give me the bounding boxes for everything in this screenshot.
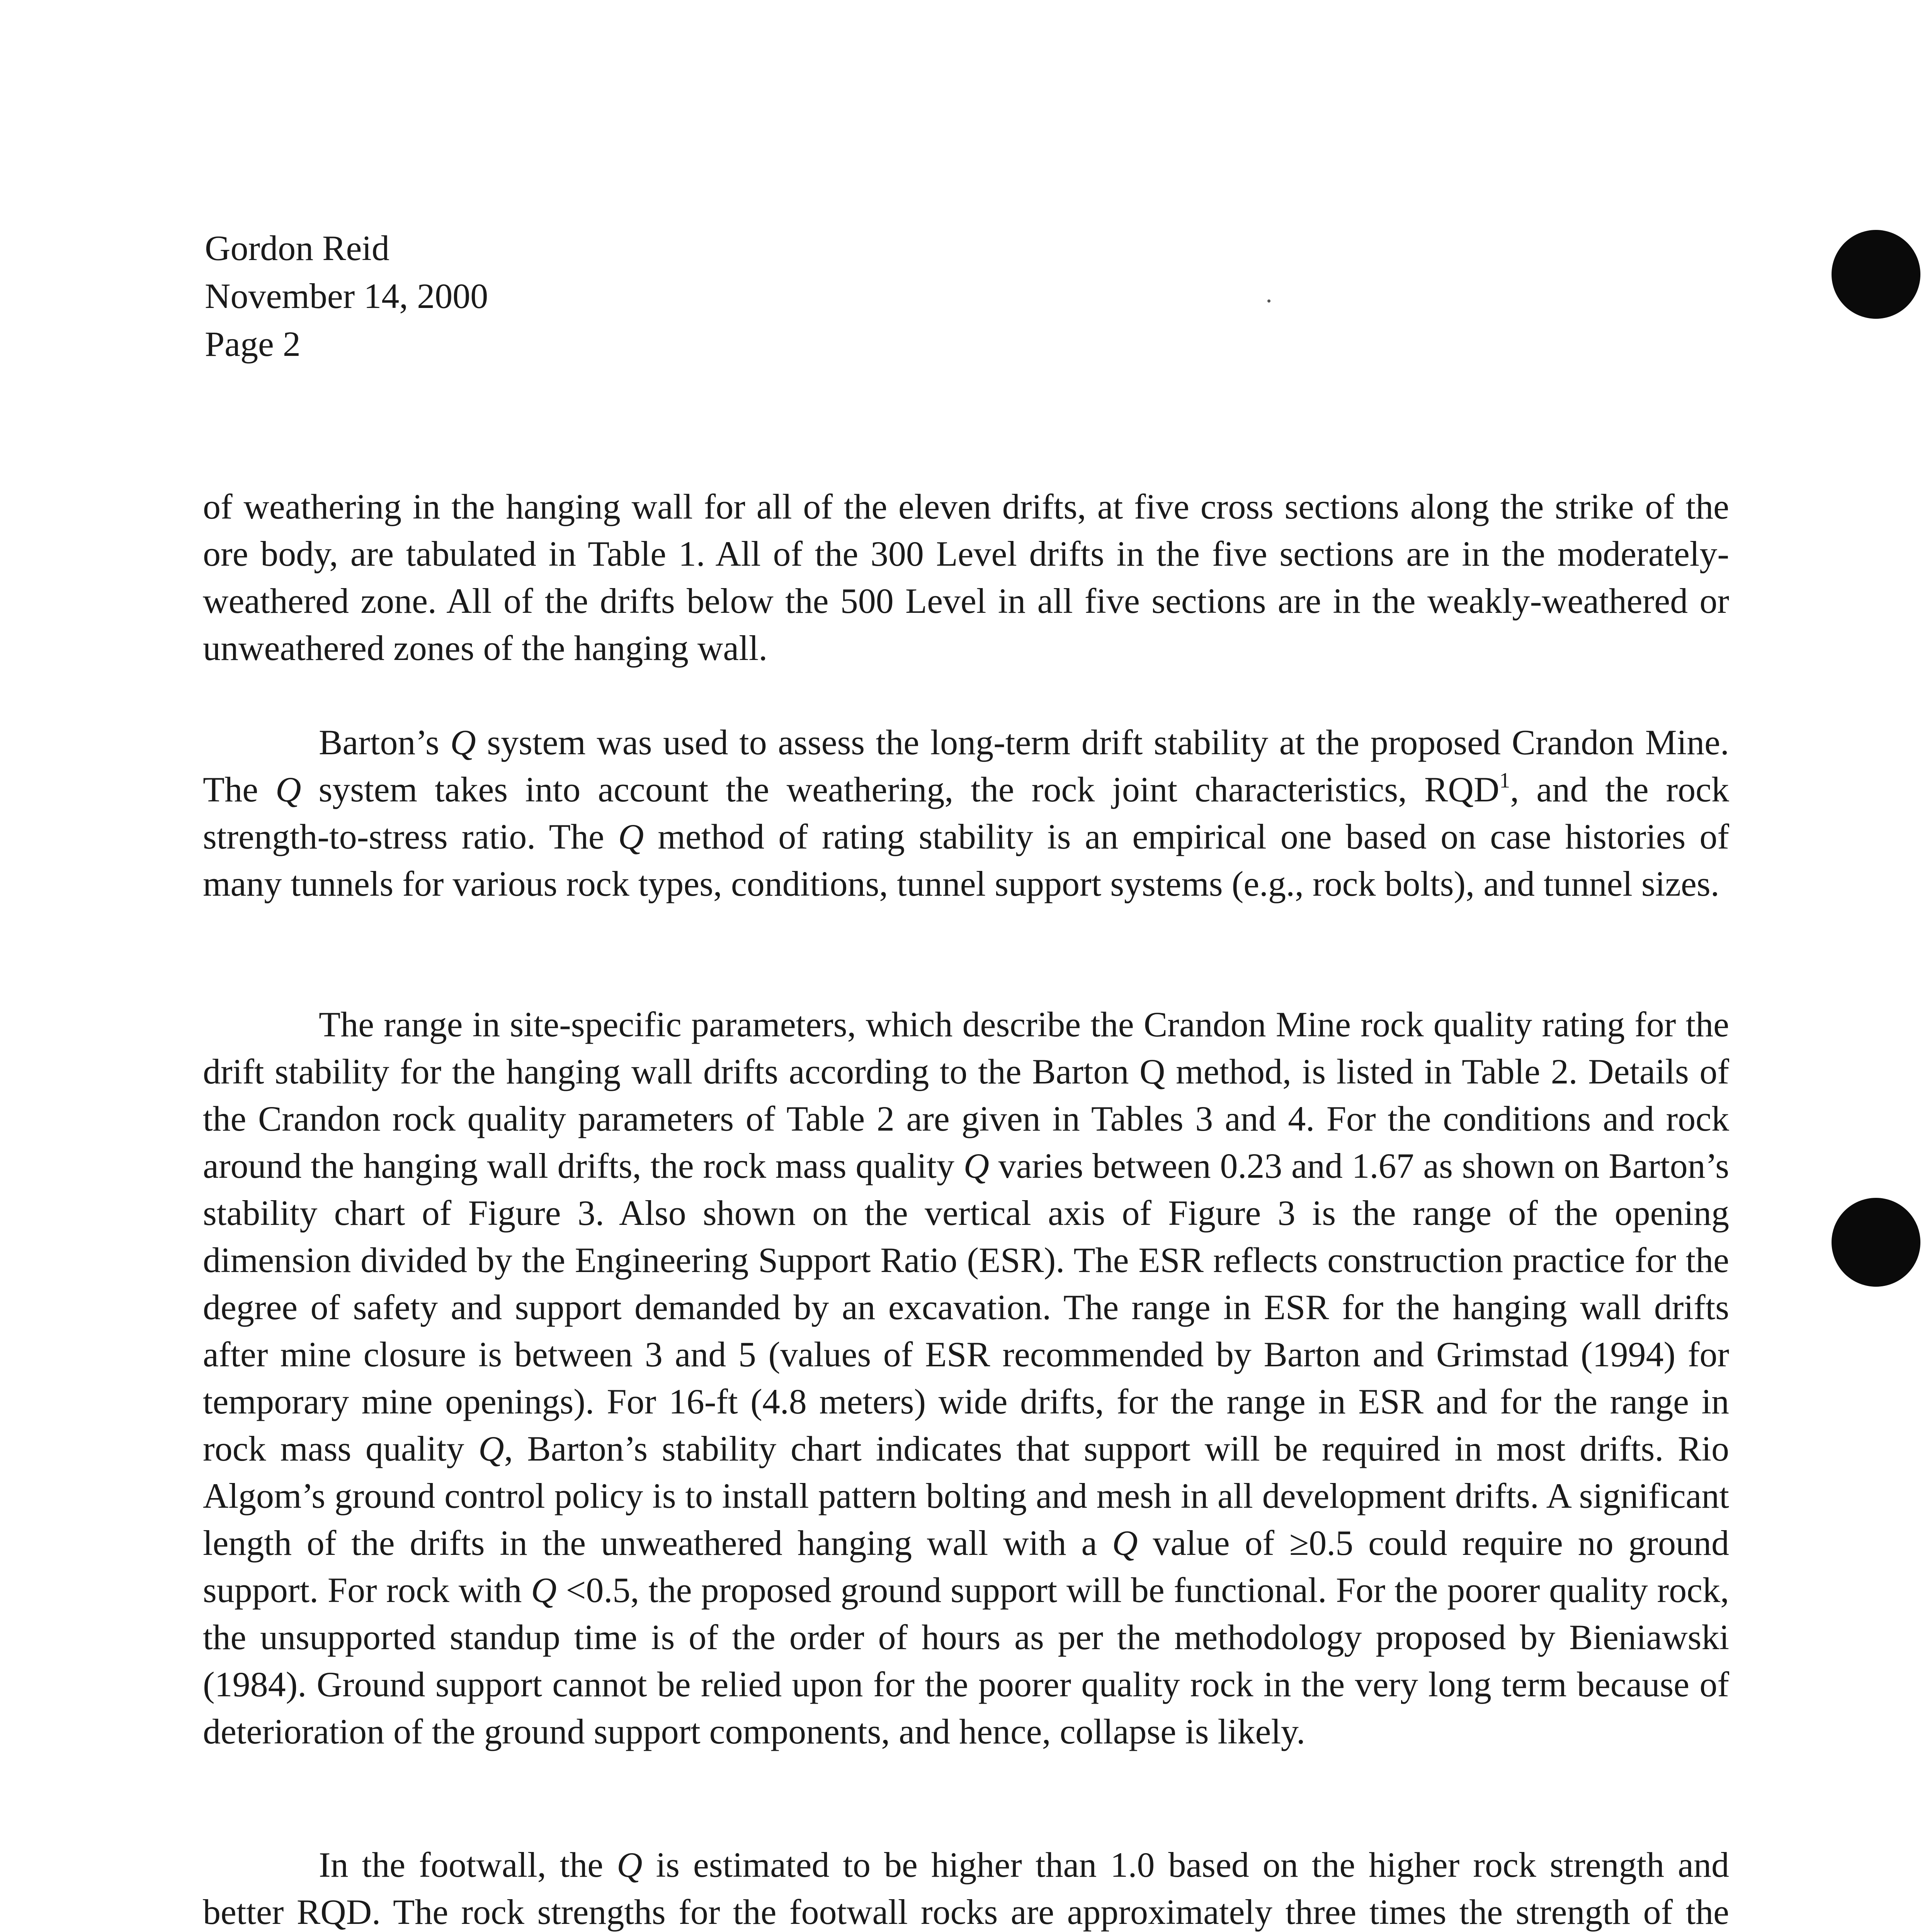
paragraph-footwall	[203, 1841, 1729, 1932]
q-symbol: Q	[618, 817, 644, 856]
scan-speck	[1267, 299, 1270, 303]
q-symbol: Q	[531, 1570, 557, 1610]
text-run: value of ≥0.5 could require no ground support. For rock with	[203, 1523, 1730, 1610]
recipient-name: Gordon Reid	[205, 228, 389, 268]
paragraph-q-system	[203, 719, 1729, 907]
q-symbol: Q	[617, 1845, 643, 1884]
text-run: Barton’s	[319, 723, 451, 762]
text-run: , and the rock strength-to-stress ratio. The	[203, 770, 1729, 856]
text-run: , Barton’s stability chart indicates that support will be required in most drifts. Rio Algom’s ground control policy is to install pattern bolting and mesh in all development drifts. A significant length of the drifts in the unweathered hanging wall with a	[203, 1429, 1729, 1563]
paragraph-site-parameters	[203, 1001, 1729, 1755]
text-run: is estimated to be higher than 1.0 based on the higher rock strength and better RQD. The rock strengths for the footwall rocks are approximately three times the strength of the	[203, 1845, 1729, 1932]
footnote-reference: 1	[1499, 769, 1510, 793]
q-symbol: Q	[963, 1146, 990, 1185]
paragraph-text: of weathering in the hanging wall for all of the eleven drifts, at five cross sections along the strike of the ore body, are tabulated in Table 1. All of the 300 Level drifts in the five sections are in the moderately-weathered zone. All of the drifts below the 500 Level in all five sections are in the weakly-weathered or unweathered zones of the hanging wall.	[203, 487, 1729, 668]
q-symbol: Q	[276, 770, 301, 809]
text-run: In the footwall, the	[319, 1845, 617, 1884]
binder-hole-top	[1832, 230, 1920, 319]
q-symbol: Q	[1112, 1523, 1138, 1563]
q-symbol: Q	[478, 1429, 504, 1468]
letter-date: November 14, 2000	[205, 276, 488, 316]
binder-hole-middle	[1832, 1198, 1920, 1287]
text-run: <0.5, the proposed ground support will be functional. For the poorer quality rock, the unsupported standup time is of the order of hours as per the methodology proposed by Bieniawski (1984). Ground support cannot be relied upon for the poorer quality rock in the very long term because of deterioration of the ground support components, and hence, collapse is likely.	[203, 1570, 1729, 1751]
letter-header	[205, 224, 488, 368]
text-run: system takes into account the weathering, the rock joint characteristics, RQD	[301, 770, 1500, 809]
text-run: system was used to assess the long-term drift stability at the proposed Crandon Mine. The	[203, 723, 1729, 809]
q-symbol: Q	[450, 723, 476, 762]
page-label: Page 2	[205, 324, 301, 364]
text-run: method of rating stability is an empirical one based on case histories of many tunnels for various rock types, conditions, tunnel support systems (e.g., rock bolts), and tunnel sizes.	[203, 817, 1729, 903]
text-run: The range in site-specific parameters, which describe the Crandon Mine rock quality rating for the drift stability for the hanging wall drifts according to the Barton Q method, is listed in Table 2. Details of the Crandon rock quality parameters of Table 2 are given in Tables 3 and 4. For the conditions and rock around the hanging wall drifts, the rock mass quality	[203, 1005, 1729, 1185]
paragraph-weathering	[203, 483, 1729, 672]
text-run: varies between 0.23 and 1.67 as shown on Barton’s stability chart of Figure 3. Also shown on the vertical axis of Figure 3 is the range of the opening dimension divided by the Engineering Support Ratio (ESR). The ESR reflects construction practice for the degree of safety and support demanded by an excavation. The range in ESR for the hanging wall drifts after mine closure is between 3 and 5 (values of ESR recommended by Barton and Grimstad (1994) for temporary mine openings). For 16-ft (4.8 meters) wide drifts, for the range in ESR and for the range in rock mass quality	[203, 1146, 1730, 1468]
